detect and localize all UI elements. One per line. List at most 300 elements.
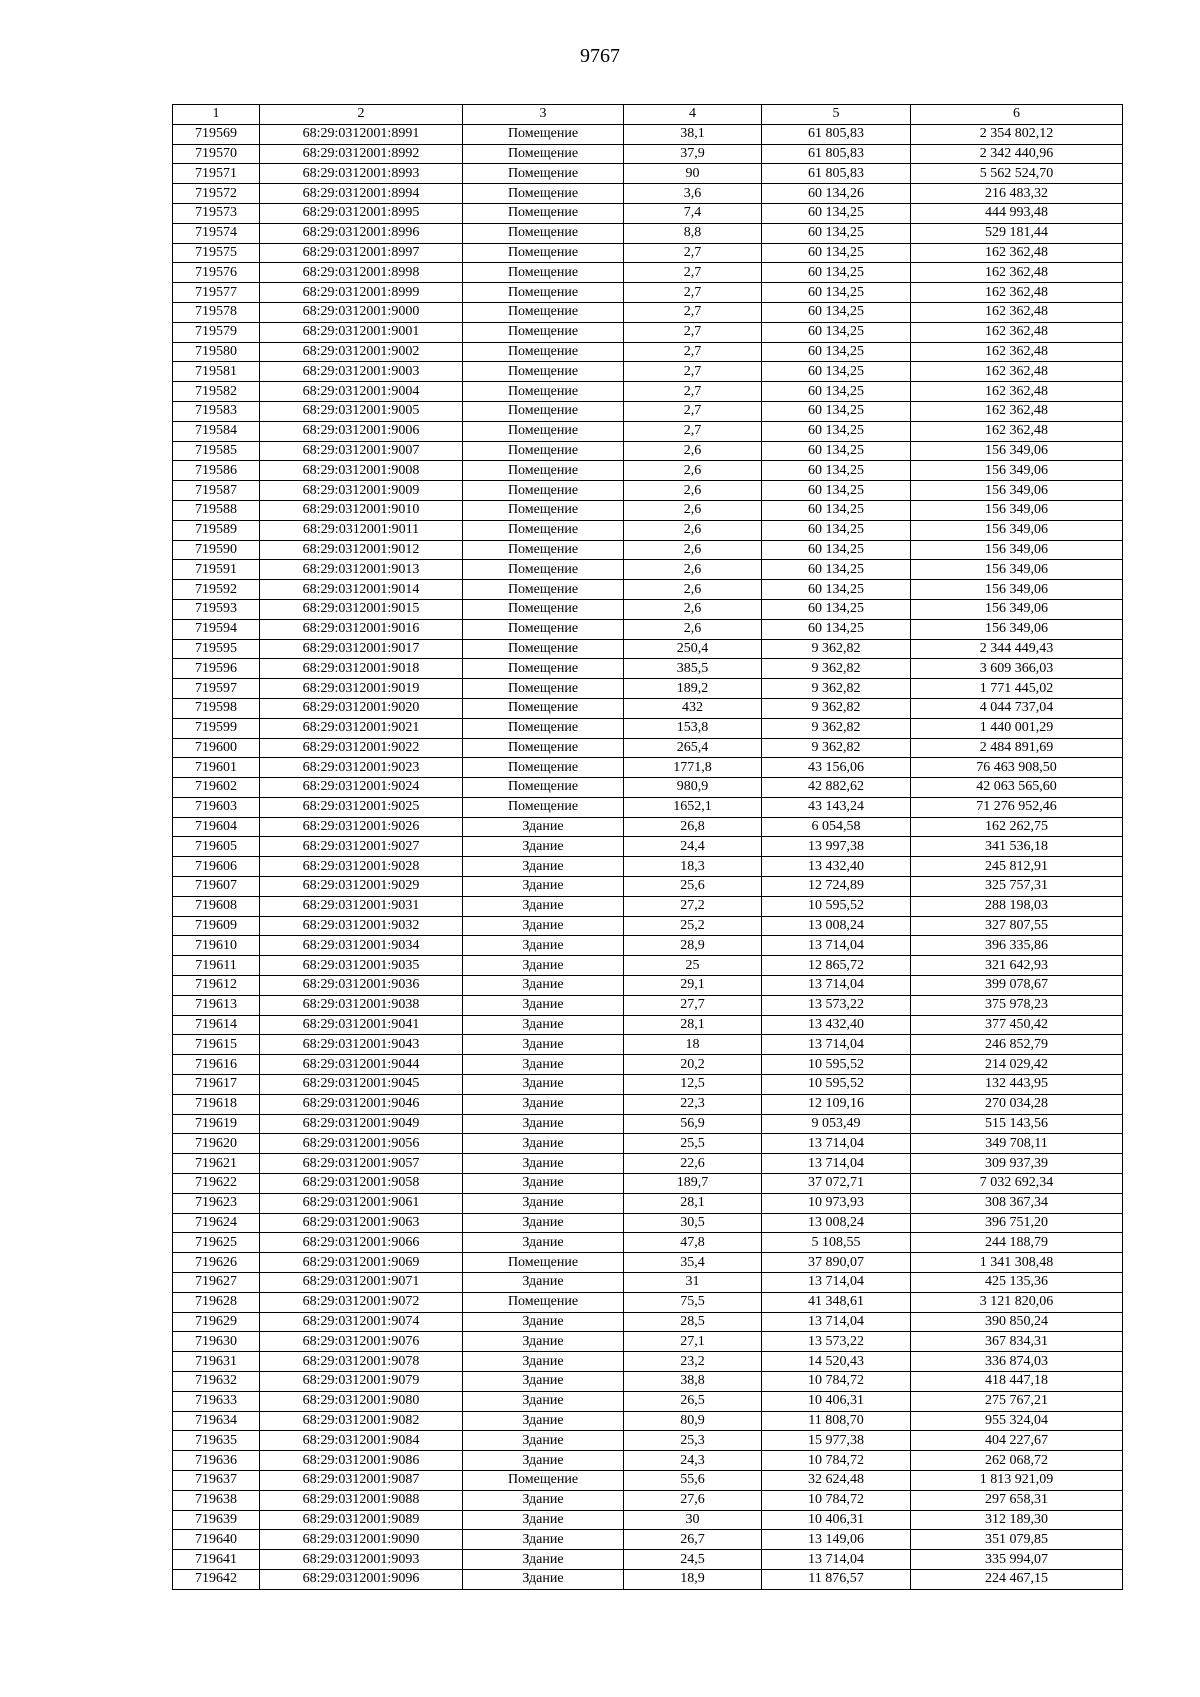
cadastral-number-cell: 68:29:0312001:8997 — [260, 243, 463, 263]
cadastral-value-cell: 162 362,48 — [911, 263, 1123, 283]
cadastral-number-cell: 68:29:0312001:9026 — [260, 817, 463, 837]
cadastral-number-cell: 68:29:0312001:9084 — [260, 1431, 463, 1451]
row-number-cell: 719617 — [173, 1075, 260, 1095]
object-type-cell: Здание — [463, 1193, 624, 1213]
cadastral-number-cell: 68:29:0312001:9049 — [260, 1114, 463, 1134]
area-cell: 2,6 — [624, 441, 762, 461]
table-row — [173, 1193, 1123, 1213]
row-number-cell: 719629 — [173, 1312, 260, 1332]
table-row — [173, 1431, 1123, 1451]
unit-value-cell: 13 714,04 — [762, 1035, 911, 1055]
cadastral-value-cell: 132 443,95 — [911, 1075, 1123, 1095]
cadastral-number-cell: 68:29:0312001:9015 — [260, 599, 463, 619]
area-cell: 8,8 — [624, 223, 762, 243]
area-cell: 47,8 — [624, 1233, 762, 1253]
cadastral-number-cell: 68:29:0312001:9013 — [260, 560, 463, 580]
table-row — [173, 956, 1123, 976]
area-cell: 26,7 — [624, 1530, 762, 1550]
cadastral-value-cell: 2 484 891,69 — [911, 738, 1123, 758]
area-cell: 25,6 — [624, 877, 762, 897]
cadastral-value-cell: 955 324,04 — [911, 1411, 1123, 1431]
unit-value-cell: 60 134,25 — [762, 540, 911, 560]
cadastral-value-cell: 396 751,20 — [911, 1213, 1123, 1233]
cadastral-number-cell: 68:29:0312001:9058 — [260, 1174, 463, 1194]
area-cell: 2,6 — [624, 599, 762, 619]
object-type-cell: Здание — [463, 1372, 624, 1392]
table-row — [173, 1391, 1123, 1411]
object-type-cell: Здание — [463, 1510, 624, 1530]
area-cell: 75,5 — [624, 1292, 762, 1312]
cadastral-value-cell: 4 044 737,04 — [911, 698, 1123, 718]
area-cell: 3,6 — [624, 184, 762, 204]
unit-value-cell: 11 876,57 — [762, 1569, 911, 1589]
row-number-cell: 719638 — [173, 1490, 260, 1510]
table-row — [173, 382, 1123, 402]
cadastral-table — [172, 104, 1123, 1590]
cadastral-number-cell: 68:29:0312001:9045 — [260, 1075, 463, 1095]
area-cell: 30 — [624, 1510, 762, 1530]
row-number-cell: 719630 — [173, 1332, 260, 1352]
row-number-cell: 719608 — [173, 896, 260, 916]
row-number-cell: 719610 — [173, 936, 260, 956]
cadastral-value-cell: 224 467,15 — [911, 1569, 1123, 1589]
row-number-cell: 719633 — [173, 1391, 260, 1411]
cadastral-number-cell: 68:29:0312001:9028 — [260, 857, 463, 877]
cadastral-value-cell: 156 349,06 — [911, 481, 1123, 501]
cadastral-number-cell: 68:29:0312001:8996 — [260, 223, 463, 243]
column-header-3: 3 — [463, 105, 624, 125]
cadastral-number-cell: 68:29:0312001:9074 — [260, 1312, 463, 1332]
table-row — [173, 1470, 1123, 1490]
cadastral-number-cell: 68:29:0312001:9076 — [260, 1332, 463, 1352]
table-row — [173, 124, 1123, 144]
unit-value-cell: 12 724,89 — [762, 877, 911, 897]
table-row — [173, 441, 1123, 461]
area-cell: 22,6 — [624, 1154, 762, 1174]
unit-value-cell: 13 714,04 — [762, 1312, 911, 1332]
unit-value-cell: 9 362,82 — [762, 698, 911, 718]
table-row — [173, 520, 1123, 540]
table-row — [173, 421, 1123, 441]
cadastral-value-cell: 1 771 445,02 — [911, 679, 1123, 699]
cadastral-value-cell: 71 276 952,46 — [911, 797, 1123, 817]
table-row — [173, 302, 1123, 322]
unit-value-cell: 9 362,82 — [762, 679, 911, 699]
table-row — [173, 223, 1123, 243]
table-row — [173, 1114, 1123, 1134]
row-number-cell: 719584 — [173, 421, 260, 441]
cadastral-value-cell: 262 068,72 — [911, 1451, 1123, 1471]
table-row — [173, 1352, 1123, 1372]
table-row — [173, 481, 1123, 501]
object-type-cell: Здание — [463, 956, 624, 976]
cadastral-number-cell: 68:29:0312001:9003 — [260, 362, 463, 382]
row-number-cell: 719637 — [173, 1470, 260, 1490]
table-row — [173, 877, 1123, 897]
table-row — [173, 679, 1123, 699]
row-number-cell: 719600 — [173, 738, 260, 758]
cadastral-number-cell: 68:29:0312001:9006 — [260, 421, 463, 441]
object-type-cell: Помещение — [463, 124, 624, 144]
cadastral-number-cell: 68:29:0312001:9071 — [260, 1273, 463, 1293]
unit-value-cell: 10 595,52 — [762, 1075, 911, 1095]
cadastral-value-cell: 297 658,31 — [911, 1490, 1123, 1510]
cadastral-number-cell: 68:29:0312001:9046 — [260, 1094, 463, 1114]
object-type-cell: Помещение — [463, 1253, 624, 1273]
table-row — [173, 817, 1123, 837]
unit-value-cell: 60 134,25 — [762, 461, 911, 481]
table-row — [173, 560, 1123, 580]
object-type-cell: Помещение — [463, 797, 624, 817]
object-type-cell: Помещение — [463, 758, 624, 778]
cadastral-number-cell: 68:29:0312001:9069 — [260, 1253, 463, 1273]
cadastral-number-cell: 68:29:0312001:8993 — [260, 164, 463, 184]
unit-value-cell: 60 134,25 — [762, 560, 911, 580]
object-type-cell: Помещение — [463, 144, 624, 164]
table-row — [173, 243, 1123, 263]
area-cell: 2,7 — [624, 362, 762, 382]
area-cell: 30,5 — [624, 1213, 762, 1233]
row-number-cell: 719626 — [173, 1253, 260, 1273]
area-cell: 25,3 — [624, 1431, 762, 1451]
unit-value-cell: 60 134,25 — [762, 203, 911, 223]
table-row — [173, 778, 1123, 798]
cadastral-number-cell: 68:29:0312001:9000 — [260, 302, 463, 322]
row-number-cell: 719609 — [173, 916, 260, 936]
row-number-cell: 719642 — [173, 1569, 260, 1589]
object-type-cell: Здание — [463, 1154, 624, 1174]
object-type-cell: Здание — [463, 1312, 624, 1332]
area-cell: 2,6 — [624, 560, 762, 580]
unit-value-cell: 60 134,25 — [762, 481, 911, 501]
unit-value-cell: 13 714,04 — [762, 1154, 911, 1174]
unit-value-cell: 13 714,04 — [762, 936, 911, 956]
object-type-cell: Помещение — [463, 520, 624, 540]
area-cell: 2,7 — [624, 302, 762, 322]
area-cell: 31 — [624, 1273, 762, 1293]
cadastral-value-cell: 156 349,06 — [911, 540, 1123, 560]
table-row — [173, 283, 1123, 303]
row-number-cell: 719596 — [173, 659, 260, 679]
cadastral-number-cell: 68:29:0312001:9023 — [260, 758, 463, 778]
area-cell: 1652,1 — [624, 797, 762, 817]
unit-value-cell: 9 362,82 — [762, 639, 911, 659]
unit-value-cell: 13 997,38 — [762, 837, 911, 857]
row-number-cell: 719635 — [173, 1431, 260, 1451]
cadastral-number-cell: 68:29:0312001:9063 — [260, 1213, 463, 1233]
cadastral-value-cell: 162 362,48 — [911, 342, 1123, 362]
unit-value-cell: 60 134,25 — [762, 362, 911, 382]
cadastral-number-cell: 68:29:0312001:9044 — [260, 1055, 463, 1075]
row-number-cell: 719583 — [173, 401, 260, 421]
cadastral-number-cell: 68:29:0312001:9005 — [260, 401, 463, 421]
row-number-cell: 719592 — [173, 580, 260, 600]
row-number-cell: 719587 — [173, 481, 260, 501]
row-number-cell: 719582 — [173, 382, 260, 402]
area-cell: 38,1 — [624, 124, 762, 144]
unit-value-cell: 60 134,25 — [762, 322, 911, 342]
column-header-5: 5 — [762, 105, 911, 125]
table-row — [173, 1530, 1123, 1550]
area-cell: 20,2 — [624, 1055, 762, 1075]
cadastral-number-cell: 68:29:0312001:9079 — [260, 1372, 463, 1392]
row-number-cell: 719569 — [173, 124, 260, 144]
table-row — [173, 1154, 1123, 1174]
object-type-cell: Здание — [463, 857, 624, 877]
cadastral-number-cell: 68:29:0312001:9029 — [260, 877, 463, 897]
area-cell: 25,2 — [624, 916, 762, 936]
table-row — [173, 322, 1123, 342]
table-row — [173, 1451, 1123, 1471]
unit-value-cell: 42 882,62 — [762, 778, 911, 798]
area-cell: 24,3 — [624, 1451, 762, 1471]
object-type-cell: Помещение — [463, 1470, 624, 1490]
area-cell: 1771,8 — [624, 758, 762, 778]
row-number-cell: 719613 — [173, 995, 260, 1015]
row-number-cell: 719585 — [173, 441, 260, 461]
area-cell: 189,7 — [624, 1174, 762, 1194]
row-number-cell: 719632 — [173, 1372, 260, 1392]
object-type-cell: Здание — [463, 877, 624, 897]
unit-value-cell: 43 143,24 — [762, 797, 911, 817]
unit-value-cell: 61 805,83 — [762, 124, 911, 144]
area-cell: 18 — [624, 1035, 762, 1055]
row-number-cell: 719572 — [173, 184, 260, 204]
area-cell: 18,3 — [624, 857, 762, 877]
column-header-6: 6 — [911, 105, 1123, 125]
row-number-cell: 719593 — [173, 599, 260, 619]
area-cell: 22,3 — [624, 1094, 762, 1114]
object-type-cell: Помещение — [463, 203, 624, 223]
cadastral-value-cell: 76 463 908,50 — [911, 758, 1123, 778]
area-cell: 2,7 — [624, 263, 762, 283]
unit-value-cell: 60 134,25 — [762, 441, 911, 461]
area-cell: 27,1 — [624, 1332, 762, 1352]
object-type-cell: Помещение — [463, 461, 624, 481]
table-row — [173, 184, 1123, 204]
unit-value-cell: 60 134,25 — [762, 263, 911, 283]
unit-value-cell: 60 134,25 — [762, 223, 911, 243]
table-row — [173, 758, 1123, 778]
object-type-cell: Здание — [463, 1213, 624, 1233]
area-cell: 2,7 — [624, 421, 762, 441]
table-row — [173, 500, 1123, 520]
cadastral-value-cell: 156 349,06 — [911, 599, 1123, 619]
object-type-cell: Помещение — [463, 184, 624, 204]
cadastral-number-cell: 68:29:0312001:8995 — [260, 203, 463, 223]
unit-value-cell: 60 134,25 — [762, 401, 911, 421]
unit-value-cell: 12 865,72 — [762, 956, 911, 976]
unit-value-cell: 32 624,48 — [762, 1470, 911, 1490]
row-number-cell: 719570 — [173, 144, 260, 164]
row-number-cell: 719628 — [173, 1292, 260, 1312]
unit-value-cell: 10 595,52 — [762, 1055, 911, 1075]
area-cell: 2,6 — [624, 580, 762, 600]
row-number-cell: 719620 — [173, 1134, 260, 1154]
unit-value-cell: 61 805,83 — [762, 144, 911, 164]
row-number-cell: 719589 — [173, 520, 260, 540]
unit-value-cell: 10 973,93 — [762, 1193, 911, 1213]
area-cell: 2,6 — [624, 520, 762, 540]
table-row — [173, 342, 1123, 362]
unit-value-cell: 60 134,25 — [762, 382, 911, 402]
cadastral-value-cell: 336 874,03 — [911, 1352, 1123, 1372]
area-cell: 25 — [624, 956, 762, 976]
cadastral-number-cell: 68:29:0312001:9017 — [260, 639, 463, 659]
unit-value-cell: 37 890,07 — [762, 1253, 911, 1273]
object-type-cell: Помещение — [463, 382, 624, 402]
cadastral-value-cell: 327 807,55 — [911, 916, 1123, 936]
cadastral-number-cell: 68:29:0312001:9056 — [260, 1134, 463, 1154]
unit-value-cell: 15 977,38 — [762, 1431, 911, 1451]
area-cell: 37,9 — [624, 144, 762, 164]
area-cell: 26,5 — [624, 1391, 762, 1411]
object-type-cell: Помещение — [463, 659, 624, 679]
object-type-cell: Здание — [463, 837, 624, 857]
cadastral-number-cell: 68:29:0312001:9093 — [260, 1550, 463, 1570]
table-row — [173, 164, 1123, 184]
cadastral-value-cell: 275 767,21 — [911, 1391, 1123, 1411]
area-cell: 2,6 — [624, 540, 762, 560]
object-type-cell: Здание — [463, 896, 624, 916]
cadastral-number-cell: 68:29:0312001:9082 — [260, 1411, 463, 1431]
area-cell: 432 — [624, 698, 762, 718]
cadastral-value-cell: 515 143,56 — [911, 1114, 1123, 1134]
object-type-cell: Здание — [463, 1451, 624, 1471]
object-type-cell: Помещение — [463, 223, 624, 243]
cadastral-number-cell: 68:29:0312001:9078 — [260, 1352, 463, 1372]
cadastral-number-cell: 68:29:0312001:9019 — [260, 679, 463, 699]
unit-value-cell: 13 432,40 — [762, 1015, 911, 1035]
object-type-cell: Здание — [463, 1233, 624, 1253]
area-cell: 153,8 — [624, 718, 762, 738]
row-number-cell: 719590 — [173, 540, 260, 560]
cadastral-value-cell: 325 757,31 — [911, 877, 1123, 897]
area-cell: 38,8 — [624, 1372, 762, 1392]
table-row — [173, 1075, 1123, 1095]
table-row — [173, 1569, 1123, 1589]
cadastral-number-cell: 68:29:0312001:9004 — [260, 382, 463, 402]
table-row — [173, 639, 1123, 659]
area-cell: 2,7 — [624, 382, 762, 402]
cadastral-number-cell: 68:29:0312001:9036 — [260, 976, 463, 996]
object-type-cell: Здание — [463, 1174, 624, 1194]
row-number-cell: 719594 — [173, 619, 260, 639]
unit-value-cell: 60 134,25 — [762, 283, 911, 303]
cadastral-value-cell: 162 362,48 — [911, 421, 1123, 441]
row-number-cell: 719614 — [173, 1015, 260, 1035]
row-number-cell: 719577 — [173, 283, 260, 303]
table-body — [173, 124, 1123, 1589]
table-row — [173, 896, 1123, 916]
unit-value-cell: 60 134,25 — [762, 243, 911, 263]
cadastral-value-cell: 5 562 524,70 — [911, 164, 1123, 184]
unit-value-cell: 60 134,25 — [762, 520, 911, 540]
object-type-cell: Здание — [463, 1332, 624, 1352]
object-type-cell: Здание — [463, 936, 624, 956]
object-type-cell: Здание — [463, 1094, 624, 1114]
cadastral-value-cell: 288 198,03 — [911, 896, 1123, 916]
row-number-cell: 719605 — [173, 837, 260, 857]
object-type-cell: Помещение — [463, 342, 624, 362]
cadastral-number-cell: 68:29:0312001:9020 — [260, 698, 463, 718]
object-type-cell: Помещение — [463, 322, 624, 342]
cadastral-value-cell: 3 609 366,03 — [911, 659, 1123, 679]
area-cell: 27,6 — [624, 1490, 762, 1510]
row-number-cell: 719591 — [173, 560, 260, 580]
table-row — [173, 698, 1123, 718]
area-cell: 18,9 — [624, 1569, 762, 1589]
table-row — [173, 916, 1123, 936]
area-cell: 26,8 — [624, 817, 762, 837]
cadastral-number-cell: 68:29:0312001:9043 — [260, 1035, 463, 1055]
table-row — [173, 1035, 1123, 1055]
row-number-cell: 719581 — [173, 362, 260, 382]
cadastral-number-cell: 68:29:0312001:9007 — [260, 441, 463, 461]
object-type-cell: Помещение — [463, 540, 624, 560]
cadastral-value-cell: 162 362,48 — [911, 283, 1123, 303]
unit-value-cell: 10 406,31 — [762, 1510, 911, 1530]
unit-value-cell: 43 156,06 — [762, 758, 911, 778]
unit-value-cell: 13 432,40 — [762, 857, 911, 877]
cadastral-number-cell: 68:29:0312001:9031 — [260, 896, 463, 916]
cadastral-number-cell: 68:29:0312001:9041 — [260, 1015, 463, 1035]
unit-value-cell: 10 595,52 — [762, 896, 911, 916]
table-row — [173, 797, 1123, 817]
row-number-cell: 719631 — [173, 1352, 260, 1372]
object-type-cell: Здание — [463, 1431, 624, 1451]
cadastral-value-cell: 156 349,06 — [911, 580, 1123, 600]
cadastral-value-cell: 444 993,48 — [911, 203, 1123, 223]
table-row — [173, 857, 1123, 877]
area-cell: 28,9 — [624, 936, 762, 956]
object-type-cell: Помещение — [463, 679, 624, 699]
table-row — [173, 1055, 1123, 1075]
row-number-cell: 719597 — [173, 679, 260, 699]
object-type-cell: Здание — [463, 1075, 624, 1095]
table-row — [173, 995, 1123, 1015]
cadastral-number-cell: 68:29:0312001:9014 — [260, 580, 463, 600]
cadastral-value-cell: 162 362,48 — [911, 382, 1123, 402]
object-type-cell: Помещение — [463, 302, 624, 322]
area-cell: 29,1 — [624, 976, 762, 996]
object-type-cell: Здание — [463, 1035, 624, 1055]
unit-value-cell: 60 134,25 — [762, 599, 911, 619]
area-cell: 23,2 — [624, 1352, 762, 1372]
cadastral-value-cell: 162 262,75 — [911, 817, 1123, 837]
row-number-cell: 719580 — [173, 342, 260, 362]
cadastral-value-cell: 2 344 449,43 — [911, 639, 1123, 659]
row-number-cell: 719578 — [173, 302, 260, 322]
object-type-cell: Здание — [463, 1114, 624, 1134]
cadastral-value-cell: 156 349,06 — [911, 560, 1123, 580]
area-cell: 980,9 — [624, 778, 762, 798]
row-number-cell: 719615 — [173, 1035, 260, 1055]
area-cell: 189,2 — [624, 679, 762, 699]
cadastral-number-cell: 68:29:0312001:8998 — [260, 263, 463, 283]
cadastral-value-cell: 42 063 565,60 — [911, 778, 1123, 798]
object-type-cell: Помещение — [463, 580, 624, 600]
cadastral-value-cell: 156 349,06 — [911, 461, 1123, 481]
cadastral-value-cell: 270 034,28 — [911, 1094, 1123, 1114]
column-header-4: 4 — [624, 105, 762, 125]
area-cell: 2,6 — [624, 500, 762, 520]
unit-value-cell: 60 134,25 — [762, 342, 911, 362]
cadastral-value-cell: 162 362,48 — [911, 322, 1123, 342]
row-number-cell: 719619 — [173, 1114, 260, 1134]
row-number-cell: 719618 — [173, 1094, 260, 1114]
object-type-cell: Здание — [463, 1134, 624, 1154]
